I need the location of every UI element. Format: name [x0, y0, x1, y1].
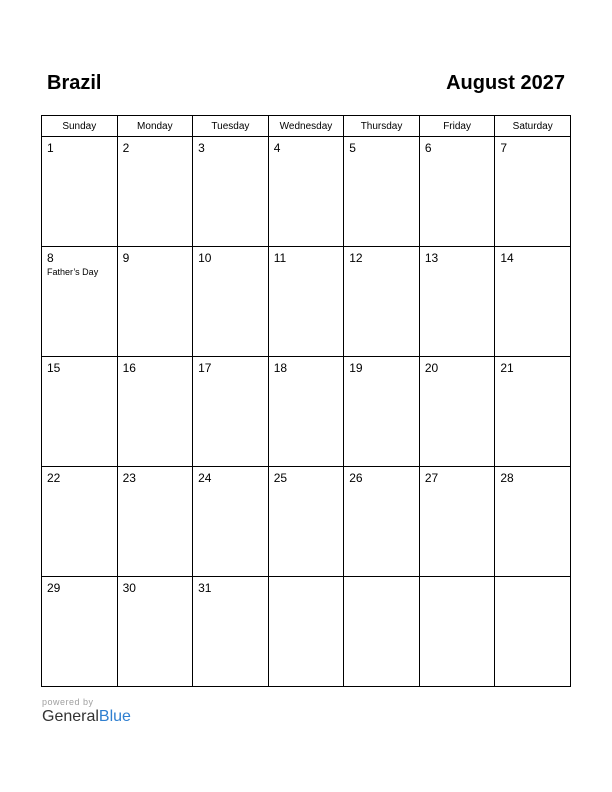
day-number: 1 — [47, 141, 54, 155]
calendar-week-row — [42, 577, 571, 687]
day-number: 14 — [500, 251, 514, 265]
day-number: 3 — [198, 141, 205, 155]
weekday-header: Sunday — [42, 116, 118, 137]
calendar-day-cell — [42, 137, 118, 247]
weekday-header: Saturday — [495, 116, 571, 137]
day-number: 4 — [273, 141, 281, 155]
country-title: Brazil — [47, 72, 102, 94]
calendar-day-cell — [268, 137, 344, 247]
day-number: 9 — [122, 251, 130, 265]
day-number: 7 — [500, 141, 508, 155]
day-number: 12 — [349, 251, 363, 265]
calendar-day-cell — [42, 357, 118, 467]
calendar-day-cell — [344, 467, 420, 577]
brand-logo — [42, 708, 131, 726]
day-number: 21 — [500, 361, 514, 375]
calendar-day-cell — [268, 467, 344, 577]
calendar-week-row — [42, 357, 571, 467]
day-number: 22 — [47, 471, 61, 485]
weekday-header: Tuesday — [193, 116, 269, 137]
month-year-title: August 2027 — [446, 72, 565, 94]
brand-general: General — [42, 708, 99, 725]
day-number: 23 — [122, 471, 136, 485]
day-number: 13 — [424, 251, 439, 265]
calendar-day-cell — [117, 577, 193, 687]
calendar-day-cell — [495, 357, 571, 467]
day-number: 5 — [349, 141, 356, 155]
day-number: 27 — [424, 471, 439, 485]
calendar-week-row — [42, 467, 571, 577]
calendar-day-cell — [419, 357, 495, 467]
day-number: 17 — [198, 361, 212, 375]
holiday-label: Father’s Day — [47, 267, 99, 277]
day-number — [420, 577, 495, 581]
powered-by-text: powered by — [42, 697, 94, 707]
calendar-grid — [41, 115, 571, 687]
calendar-day-cell — [117, 467, 193, 577]
calendar-day-cell — [419, 577, 495, 687]
day-number: 18 — [273, 361, 288, 375]
day-number: 28 — [500, 471, 514, 485]
day-number: 10 — [198, 251, 212, 265]
day-number: 25 — [273, 471, 288, 485]
calendar-day-cell — [193, 577, 269, 687]
day-number: 15 — [47, 361, 61, 375]
day-number: 8 — [47, 251, 54, 265]
brand-blue: Blue — [98, 708, 131, 725]
day-number: 29 — [47, 581, 61, 595]
weekday-header: Wednesday — [268, 116, 344, 137]
day-number: 16 — [122, 361, 136, 375]
day-number: 30 — [122, 581, 136, 595]
day-number: 11 — [273, 251, 287, 265]
calendar-day-cell — [419, 467, 495, 577]
calendar-day-cell — [495, 467, 571, 577]
calendar-day-cell — [344, 577, 420, 687]
calendar-week-row — [42, 247, 571, 357]
calendar-day-cell — [268, 577, 344, 687]
footer-branding — [42, 697, 131, 726]
calendar-day-cell — [344, 247, 420, 357]
day-number: 19 — [349, 361, 363, 375]
calendar-day-cell — [193, 357, 269, 467]
calendar-day-cell — [268, 357, 344, 467]
day-number: 24 — [198, 471, 212, 485]
day-number: 31 — [198, 581, 212, 595]
calendar-day-cell — [419, 247, 495, 357]
calendar-day-cell — [268, 247, 344, 357]
calendar-day-cell — [42, 467, 118, 577]
day-number: 20 — [424, 361, 439, 375]
day-number: 6 — [424, 141, 432, 155]
calendar-day-cell — [495, 577, 571, 687]
weekday-header: Thursday — [344, 116, 420, 137]
day-number: 2 — [122, 141, 130, 155]
weekday-header-row — [42, 116, 571, 137]
calendar-day-cell — [193, 137, 269, 247]
calendar-day-cell — [495, 247, 571, 357]
calendar-day-cell — [42, 247, 118, 357]
calendar-day-cell — [117, 247, 193, 357]
calendar-day-cell — [344, 357, 420, 467]
weekday-header: Monday — [117, 116, 193, 137]
calendar-day-cell — [193, 247, 269, 357]
day-number — [344, 577, 419, 581]
calendar-week-row — [42, 137, 571, 247]
weekday-header: Friday — [419, 116, 495, 137]
calendar-day-cell — [419, 137, 495, 247]
calendar-day-cell — [117, 137, 193, 247]
calendar-day-cell — [495, 137, 571, 247]
calendar-day-cell — [344, 137, 420, 247]
day-number — [495, 577, 570, 581]
day-number: 26 — [349, 471, 363, 485]
calendar-day-cell — [42, 577, 118, 687]
day-number — [269, 577, 344, 581]
calendar-day-cell — [117, 357, 193, 467]
calendar-day-cell — [193, 467, 269, 577]
